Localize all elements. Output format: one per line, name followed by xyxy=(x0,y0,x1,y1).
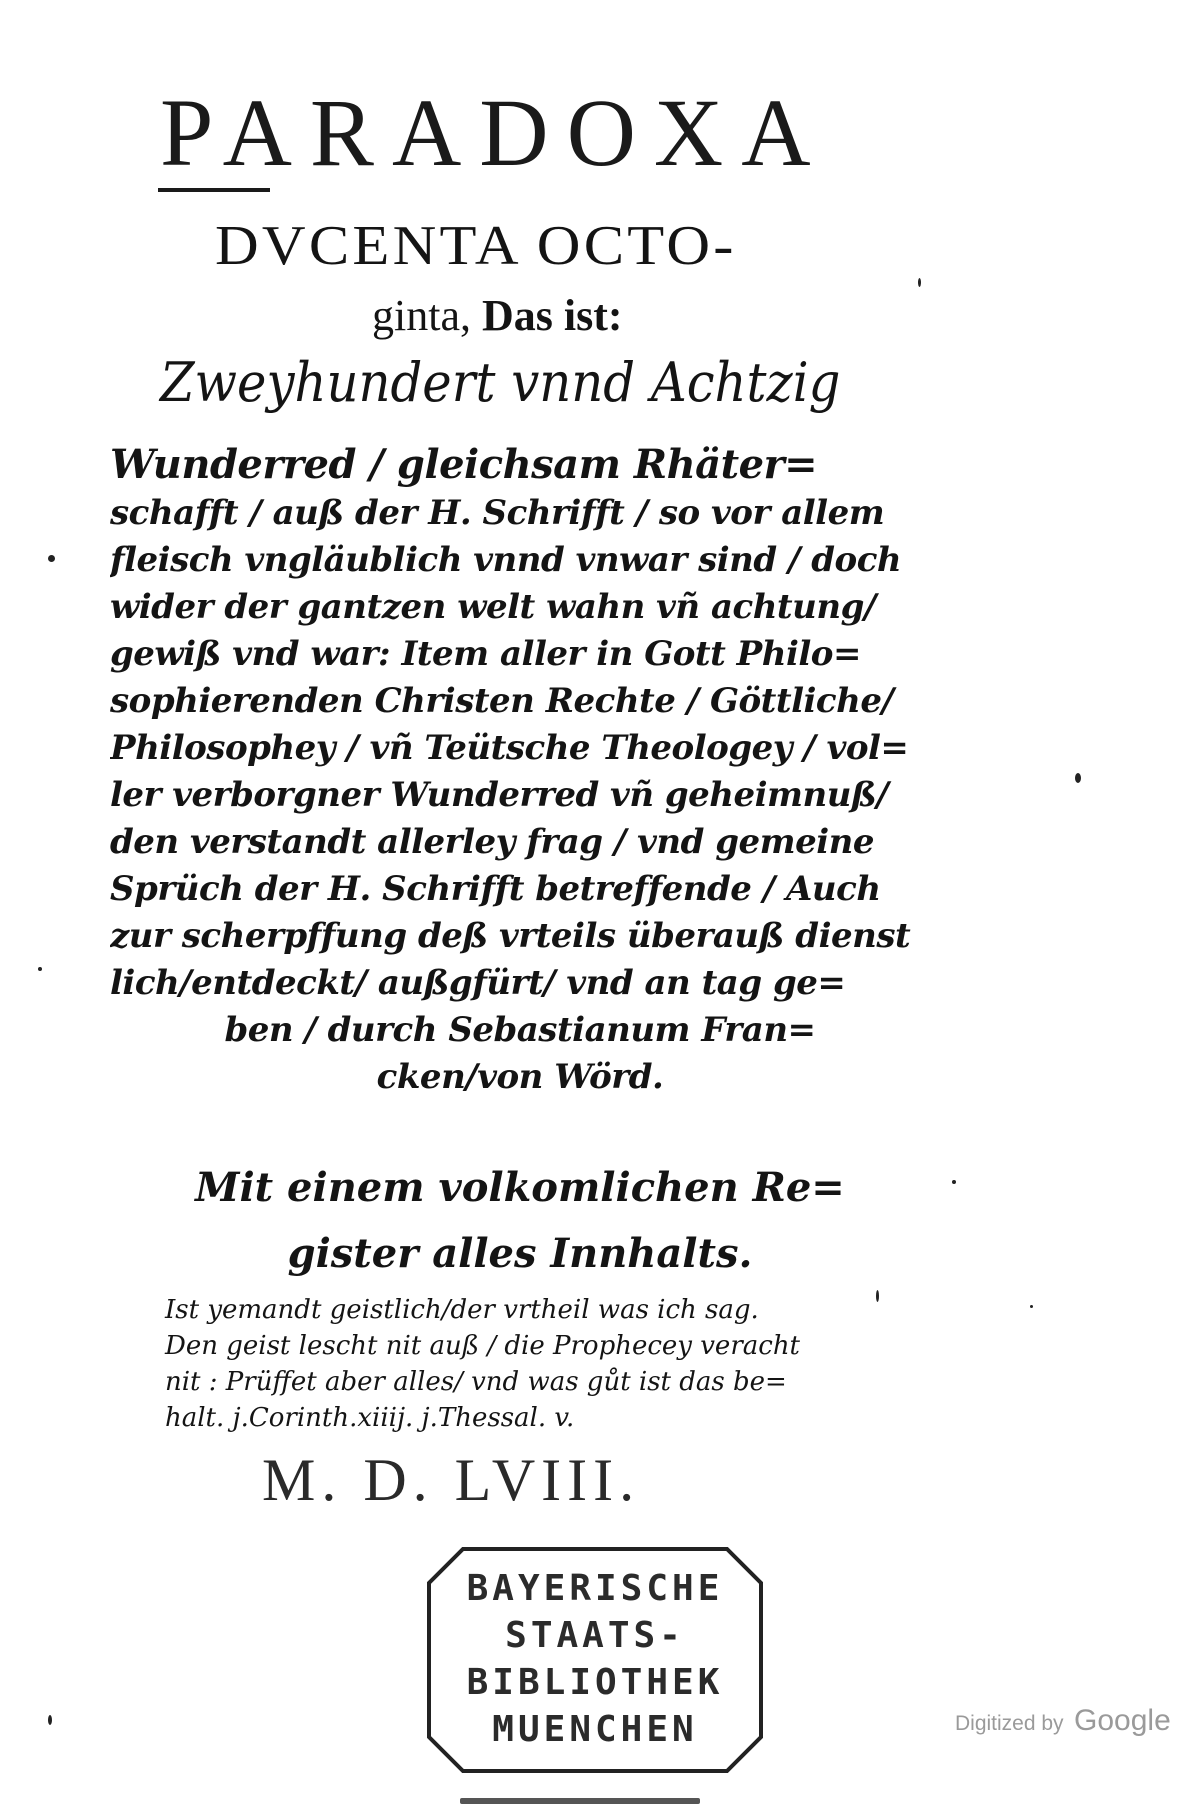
publication-year: M. D. LVIII. xyxy=(262,1447,641,1513)
description-line: gewiß vnd war: Item aller in Gott Philo= xyxy=(110,634,861,674)
scan-speck xyxy=(1075,773,1081,783)
motto-line: nit : Prüffet aber alles/ vnd was gůt ist das be= xyxy=(165,1367,787,1397)
motto-line: Den geist lescht nit auß / die Prophecey veracht xyxy=(165,1331,801,1361)
motto-line: Ist yemandt geistlich/der vrtheil was ich sag. xyxy=(165,1295,759,1325)
book-title: PARADOXA xyxy=(160,79,829,186)
description-line: ler verborgner Wunderred vñ geheimnuß/ xyxy=(110,775,889,815)
description-line: zur scherpffung deß vrteils überauß dienst xyxy=(110,916,911,956)
scan-speck xyxy=(918,278,921,287)
description-line: sophierenden Christen Rechte / Göttliche/ xyxy=(110,681,894,721)
description-line: Sprüch der H. Schrifft betreffende / Auch xyxy=(110,869,881,909)
scan-speck xyxy=(48,555,55,562)
description-block xyxy=(110,440,930,1101)
subtitle-line-2-latin: ginta, xyxy=(372,291,471,340)
scan-speck xyxy=(460,1798,700,1804)
stamp-line: STAATS- xyxy=(505,1615,685,1656)
scan-speck xyxy=(876,1290,879,1302)
stamp-line: MUENCHEN xyxy=(492,1709,698,1750)
scan-speck xyxy=(952,1180,956,1184)
subtitle-line-1: DVCENTA OCTO- xyxy=(215,215,737,277)
library-stamp xyxy=(425,1545,765,1775)
scan-speck xyxy=(48,1715,52,1725)
title-underline xyxy=(158,188,270,192)
scan-speck xyxy=(38,967,42,971)
subtitle-line-2 xyxy=(372,291,623,340)
subtitle-line-2-german: Das ist: xyxy=(481,291,623,340)
register-line: Mit einem volkomlichen Re= xyxy=(195,1164,845,1211)
subtitle-line-3: Zweyhundert vnnd Achtzig xyxy=(160,351,841,414)
google-wordmark: Google xyxy=(1074,1704,1171,1737)
description-line: Wunderred / gleichsam Rhäter= xyxy=(110,441,818,488)
description-line: wider der gantzen welt wahn vñ achtung/ xyxy=(110,587,876,627)
scan-speck xyxy=(1030,1305,1033,1308)
scripture-motto xyxy=(165,1292,885,1436)
description-line: den verstandt allerley frag / vnd gemeine xyxy=(110,822,875,862)
stamp-text xyxy=(425,1565,765,1753)
description-line: schafft / auß der H. Schrifft / so vor allem xyxy=(110,493,885,533)
register-line: gister alles Innhalts. xyxy=(287,1230,753,1277)
stamp-line: BAYERISCHE xyxy=(466,1568,724,1609)
stamp-line: BIBLIOTHEK xyxy=(466,1662,724,1703)
digitized-by-label: Digitized by xyxy=(955,1712,1064,1735)
description-line: ben / durch Sebastianum Fran= xyxy=(224,1010,816,1050)
register-note xyxy=(160,1155,880,1287)
description-line: fleisch vngläublich vnnd vnwar sind / doch xyxy=(110,540,902,580)
digitized-by-google-watermark xyxy=(955,1706,1171,1736)
motto-line: halt. j.Corinth.xiiij. j.Thessal. v. xyxy=(165,1403,575,1433)
description-line: cken/von Wörd. xyxy=(376,1057,664,1097)
description-line: lich/entdeckt/ außgfürt/ vnd an tag ge= xyxy=(110,963,846,1003)
description-line: Philosophey / vñ Teütsche Theologey / vol= xyxy=(110,728,909,768)
